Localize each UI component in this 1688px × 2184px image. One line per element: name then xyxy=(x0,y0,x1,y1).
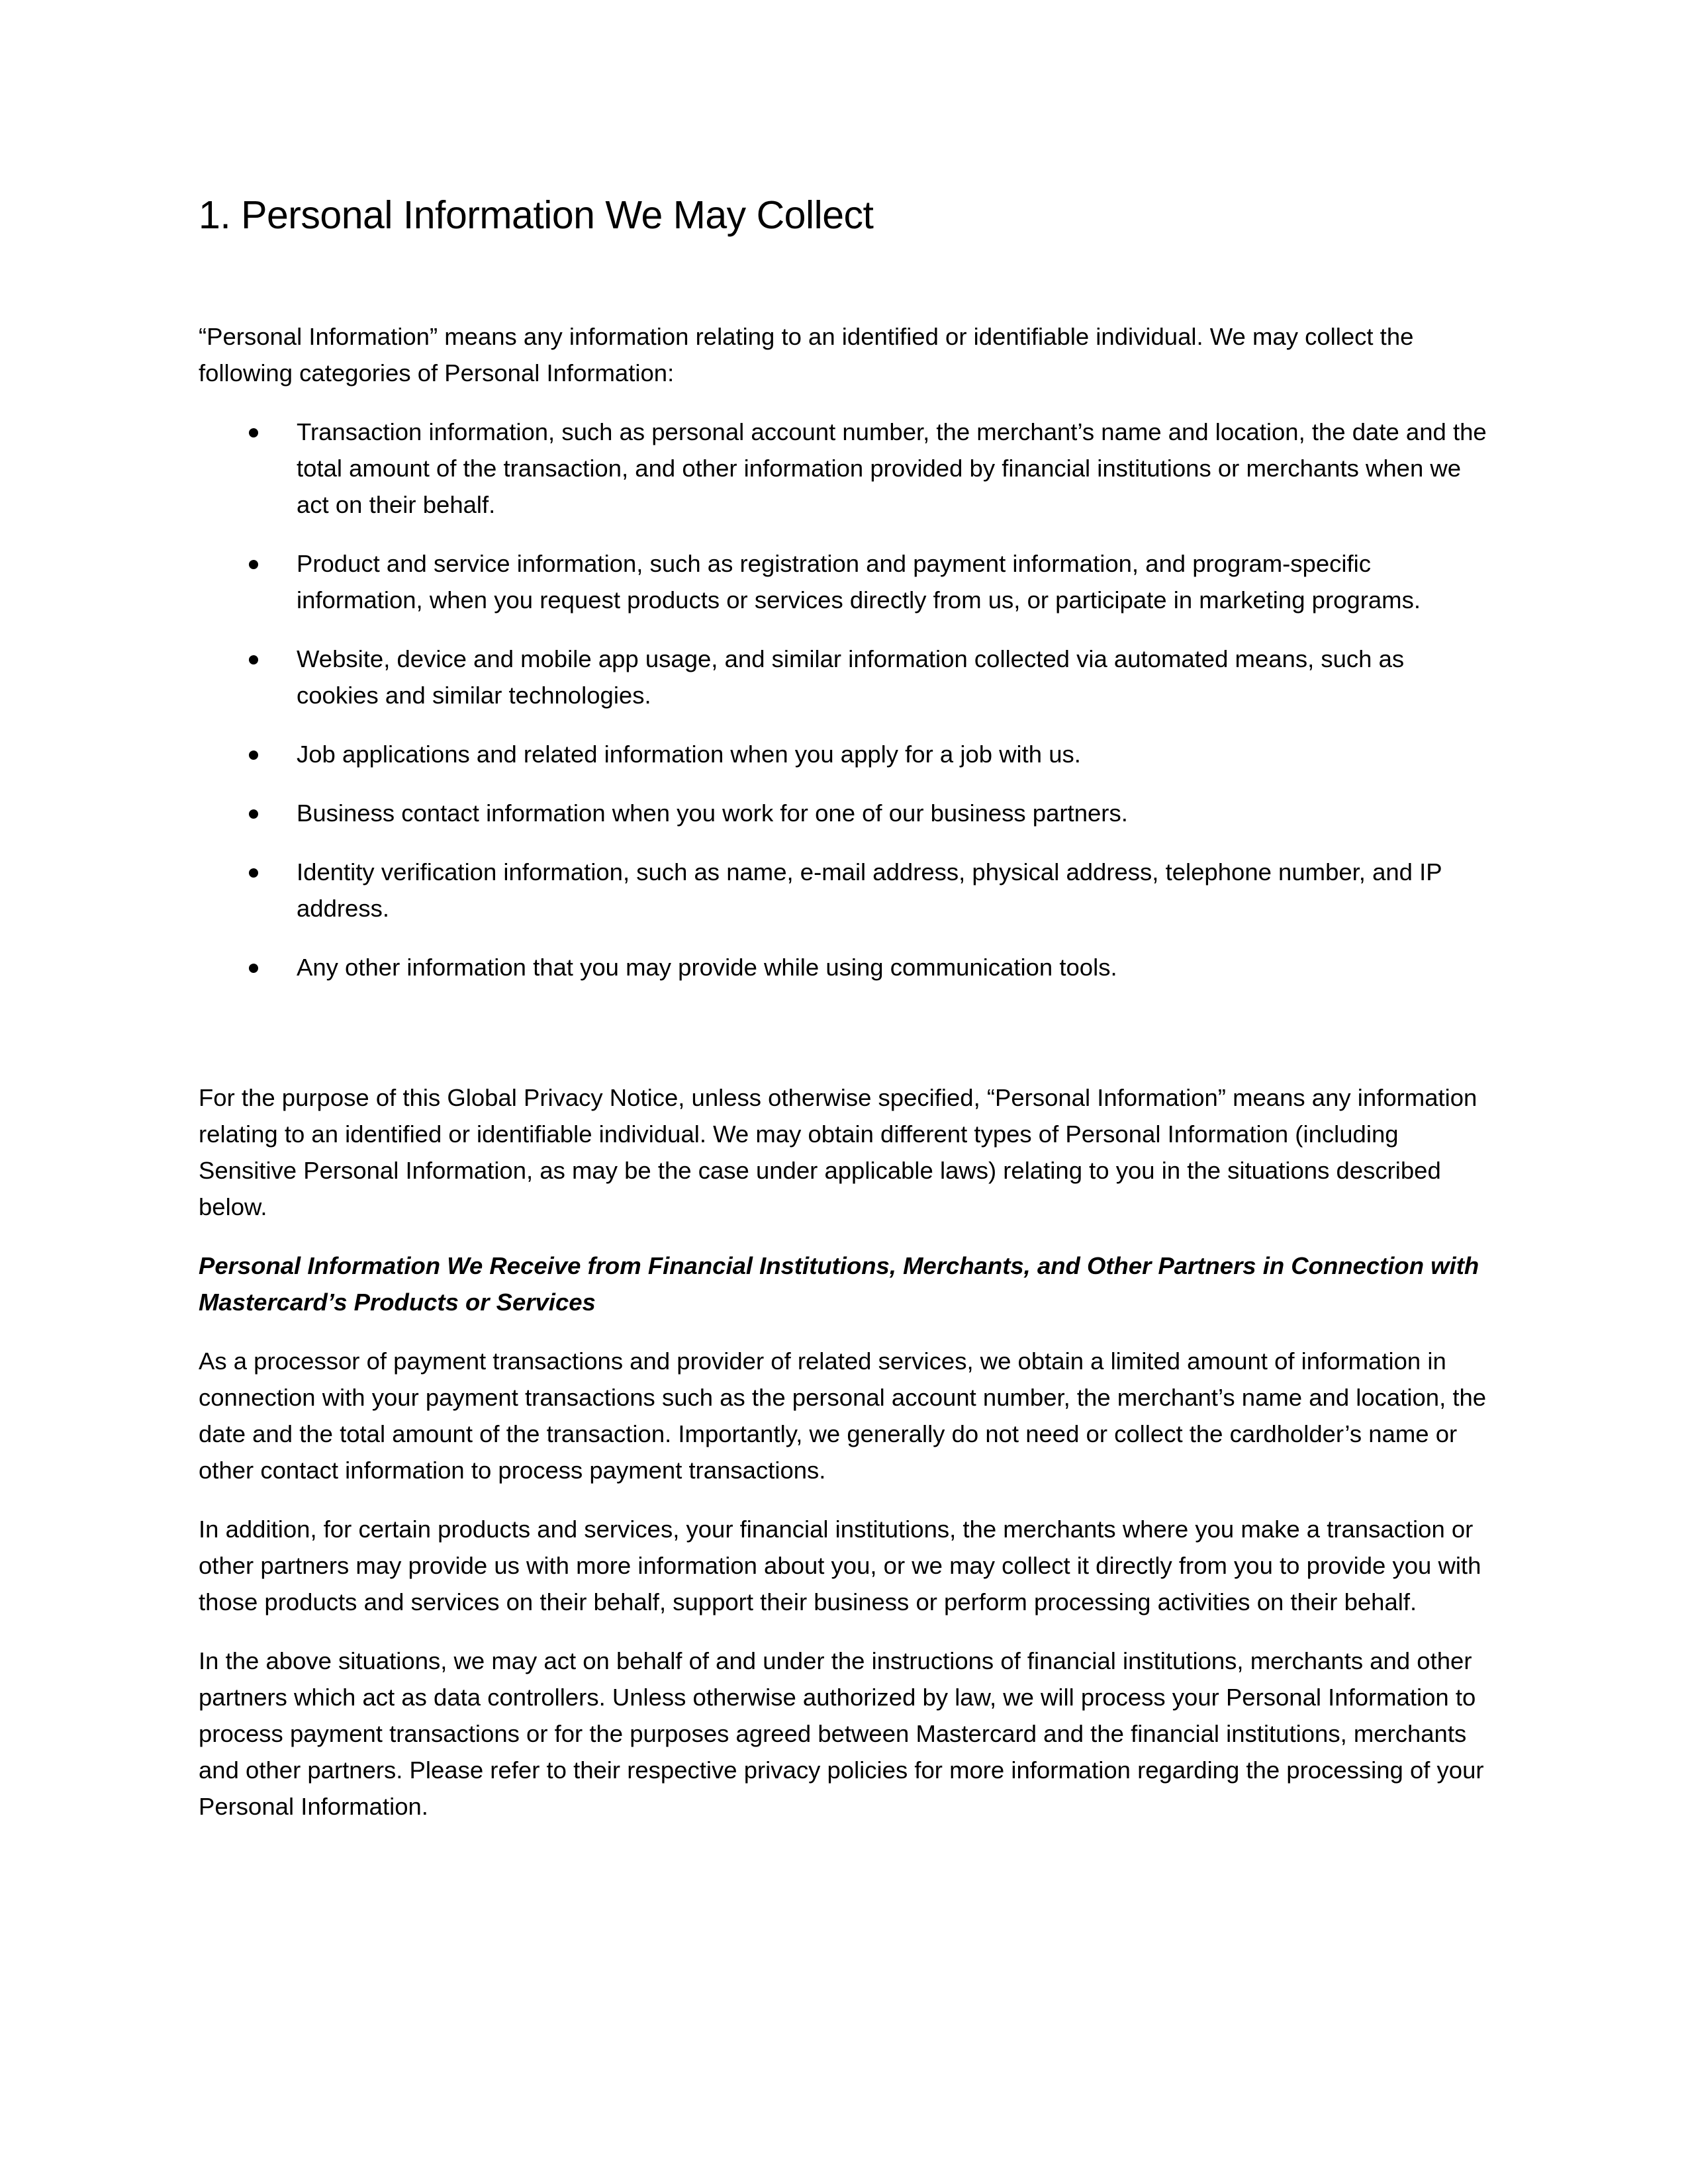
list-item-text: Product and service information, such as registration and payment information, and program-specific information, when you request products or services directly from us, or participate in marketing programs. xyxy=(297,549,1421,614)
intro-paragraph: “Personal Information” means any information relating to an identified or identifiable individual. We may collect the following categories of Personal Information: xyxy=(199,322,1414,387)
bullet-icon xyxy=(249,560,258,569)
list-item xyxy=(199,795,1489,831)
subsection-heading: Personal Information We Receive from Financial Institutions, Merchants, and Other Partners in Connection with Mastercard’s Products or Services xyxy=(199,1251,1479,1316)
list-item xyxy=(199,949,1489,985)
bullet-icon xyxy=(249,868,258,878)
list-item-text: Transaction information, such as personal account number, the merchant’s name and location, the date and the total amount of the transaction, and other information provided by financial institutions or merchants when we act on their behalf. xyxy=(297,418,1487,518)
purpose-paragraph: For the purpose of this Global Privacy Notice, unless otherwise specified, “Personal Information” means any information relating to an identified or identifiable individual. We may obtain different types of Personal Information (including Sensitive Personal Information, as may be the case under applicable laws) relating to you in the situations described below. xyxy=(199,1083,1477,1220)
bullet-icon xyxy=(249,428,258,437)
bullet-icon xyxy=(249,655,258,664)
body-paragraph: In the above situations, we may act on behalf of and under the instructions of financial institutions, merchants and other partners which act as data controllers. Unless otherwise authorized by law, we will process your Personal Information to process payment transactions or for the purposes agreed between Mastercard and the financial institutions, merchants and other partners. Please refer to their respective privacy policies for more information regarding the processing of your Personal Information. xyxy=(199,1647,1484,1820)
list-item-text: Job applications and related information when you apply for a job with us. xyxy=(297,740,1081,768)
bullet-icon xyxy=(249,964,258,973)
categories-list xyxy=(199,414,1489,985)
list-item xyxy=(199,736,1489,772)
list-item xyxy=(199,854,1489,927)
bullet-icon xyxy=(249,751,258,760)
bullet-icon xyxy=(249,809,258,819)
list-item xyxy=(199,414,1489,523)
list-item-text: Identity verification information, such as name, e-mail address, physical address, telephone number, and IP address. xyxy=(297,858,1442,922)
body-paragraph: As a processor of payment transactions and provider of related services, we obtain a limited amount of information in connection with your payment transactions such as the personal account number, the merchant’s name and location, the date and the total amount of the transaction. Importantly, we generally do not need or collect the cardholder’s name or other contact information to process payment transactions. xyxy=(199,1347,1487,1484)
spacer xyxy=(199,1008,1489,1079)
document-page xyxy=(199,192,1489,1847)
section-title: 1. Personal Information We May Collect xyxy=(199,193,874,237)
list-item xyxy=(199,641,1489,713)
list-item-text: Any other information that you may provide while using communication tools. xyxy=(297,953,1117,981)
list-item-text: Website, device and mobile app usage, and similar information collected via automated means, such as cookies and similar technologies. xyxy=(297,645,1405,709)
list-item xyxy=(199,545,1489,618)
body-paragraph: In addition, for certain products and services, your financial institutions, the merchants where you make a transaction or other partners may provide us with more information about you, or we may collect it directly from you to provide you with those products and services on their behalf, support their business or perform processing activities on their behalf. xyxy=(199,1515,1481,1615)
list-item-text: Business contact information when you work for one of our business partners. xyxy=(297,799,1128,827)
